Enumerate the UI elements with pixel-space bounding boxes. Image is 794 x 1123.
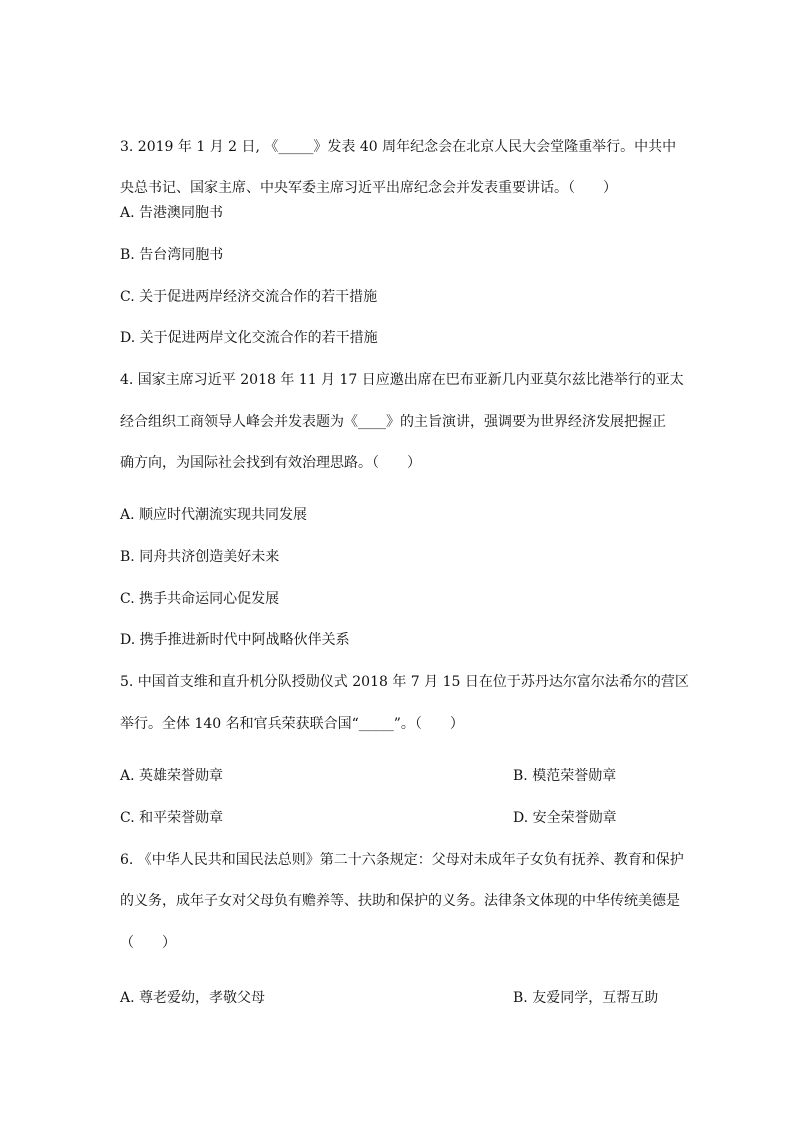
question-4-option-b: B. 同舟共济创造美好未来 — [120, 549, 280, 565]
question-3-option-b: B. 告台湾同胞书 — [120, 247, 224, 263]
question-3-stem-line-1: 3. 2019 年 1 月 2 日, 《_____》发表 40 周年纪念会在北京人民大会堂隆重举行。中共中 — [120, 139, 677, 155]
question-5-option-a: A. 英雄荣誉勋章 — [120, 768, 224, 784]
question-6-stem-line-3: （ ） — [120, 935, 176, 951]
question-3-option-d: D. 关于促进两岸文化交流合作的若干措施 — [120, 330, 378, 346]
question-4-stem-line-1: 4. 国家主席习近平 2018 年 11 月 17 日应邀出席在巴布亚新几内亚莫尔兹比港举行的亚太 — [120, 372, 684, 388]
question-5-option-b: B. 模范荣誉勋章 — [513, 768, 617, 784]
question-3-option-a: A. 告港澳同胞书 — [120, 205, 224, 221]
question-4-stem-line-3: 确方向，为国际社会找到有效治理思路。（ ） — [120, 455, 421, 471]
question-5-option-d: D. 安全荣誉勋章 — [513, 810, 617, 826]
question-6-option-a: A. 尊老爱幼，孝敬父母 — [120, 990, 266, 1006]
question-4-stem-line-2: 经合组织工商领导人峰会并发表题为《____》的主旨演讲，强调要为世界经济发展把握正 — [120, 414, 666, 430]
question-6-stem-line-2: 的义务，成年子女对父母负有赡养等、扶助和保护的义务。法律条文体现的中华传统美德是 — [120, 893, 680, 909]
question-4-option-d: D. 携手推进新时代中阿战略伙伴关系 — [120, 632, 350, 648]
question-6-stem-line-1: 6. 《中华人民共和国民法总则》第二十六条规定：父母对未成年子女负有抚养、教育和保护 — [120, 852, 684, 868]
question-3-stem-line-2: 央总书记、国家主席、中央军委主席习近平出席纪念会并发表重要讲话。（ ） — [120, 180, 617, 196]
question-5-stem-line-2: 举行。全体 140 名和官兵荣获联合国“_____”。（ ） — [120, 716, 464, 732]
question-5-stem-line-1: 5. 中国首支维和直升机分队授勋仪式 2018 年 7 月 15 日在位于苏丹达尔富尔法希尔的营区 — [120, 674, 689, 690]
question-6-option-b: B. 友爱同学，互帮互助 — [513, 990, 659, 1006]
question-3-option-c: C. 关于促进两岸经济交流合作的若干措施 — [120, 289, 378, 305]
question-4-option-a: A. 顺应时代潮流实现共同发展 — [120, 507, 308, 523]
question-5-option-c: C. 和平荣誉勋章 — [120, 810, 224, 826]
question-4-option-c: C. 携手共命运同心促发展 — [120, 591, 280, 607]
